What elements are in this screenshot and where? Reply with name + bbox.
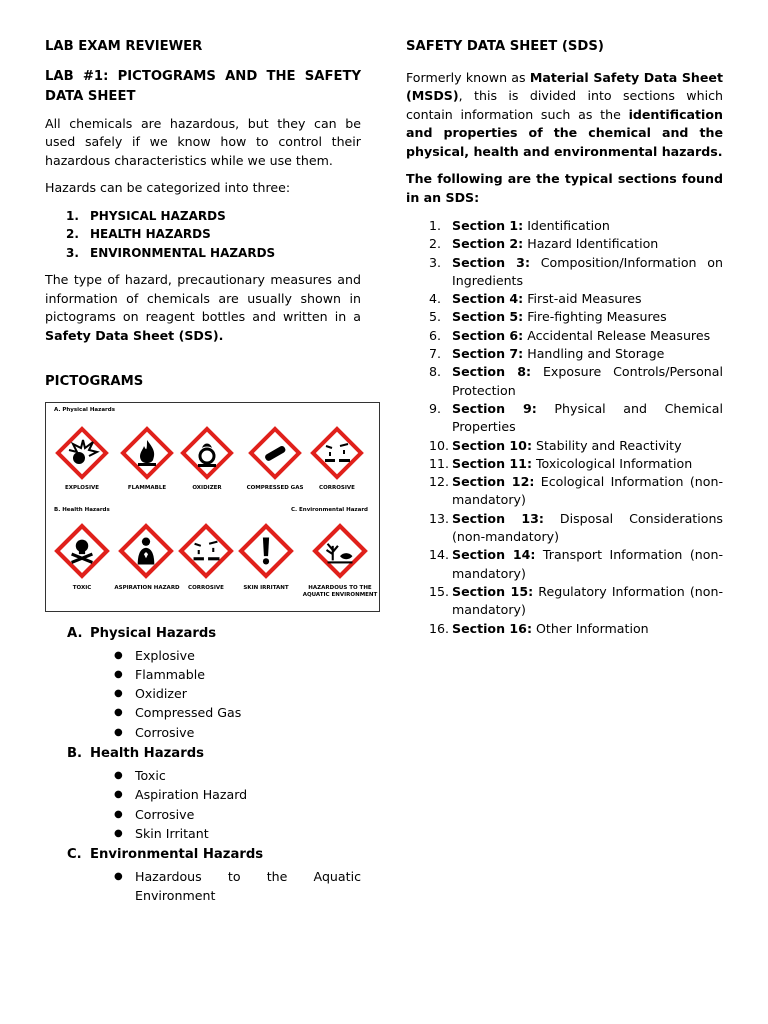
explosive-icon — [55, 426, 109, 480]
bullet-icon: ● — [114, 827, 123, 839]
environment-icon — [312, 523, 368, 579]
pictogram-label: HAZARDOUS TO THE AQUATIC ENVIRONMENT — [302, 584, 378, 598]
list-item: 2. HEALTH HAZARDS — [66, 227, 211, 241]
pictograms-heading: PICTOGRAMS — [45, 374, 144, 389]
sds-section-item: 4. Section 4: First-aid Measures — [429, 291, 642, 307]
list-item: ● Oxidizer — [114, 684, 361, 703]
pictogram-label: CORROSIVE — [319, 484, 355, 491]
intro-paragraph: All chemicals are hazardous, but they can be used safely if we know how to control their hazardous characteristics while we use them. — [45, 115, 361, 168]
pictogram-label: OXIDIZER — [192, 484, 222, 491]
category-heading: A. Physical Hazards — [67, 625, 217, 641]
list-item: ● Compressed Gas — [114, 703, 361, 722]
sds-section-item: 2. Section 2: Hazard Identification — [429, 236, 659, 252]
bullet-icon: ● — [114, 707, 123, 719]
sds-section-item: 16. Section 16: Other Information — [429, 620, 649, 636]
sds-section-item: 14. Section 14: Transport Information (non-mandatory) — [429, 547, 723, 581]
sds-section-item: 7. Section 7: Handling and Storage — [429, 346, 665, 362]
compressed-gas-icon — [248, 426, 302, 480]
pictogram-label: COMPRESSED GAS — [246, 484, 304, 491]
flame-icon — [120, 426, 174, 480]
bullet-icon: ● — [114, 726, 123, 738]
sds-section-item: 5. Section 5: Fire-fighting Measures — [429, 309, 667, 325]
pictogram-label: CORROSIVE — [188, 584, 224, 591]
skull-icon — [54, 523, 110, 579]
list-item: ● Corrosive — [114, 723, 361, 742]
bullet-icon: ● — [114, 789, 123, 801]
pictogram-label: TOXIC — [72, 584, 92, 591]
list-item: 3. ENVIRONMENTAL HAZARDS — [66, 245, 276, 260]
pictogram-label: SKIN IRRITANT — [243, 584, 289, 591]
pictogram-figure — [45, 402, 380, 612]
sds-heading: SAFETY DATA SHEET (SDS) — [406, 39, 604, 54]
sds-section-item: 9. Section 9: Physical and Chemical Properties — [429, 400, 723, 435]
category-heading: B. Health Hazards — [67, 745, 204, 761]
list-item: ● Toxic — [114, 766, 361, 785]
list-item: ● Explosive — [114, 646, 361, 665]
sds-sections-intro: The following are the typical sections found in an SDS: — [406, 171, 723, 205]
sds-section-item: 12. Section 12: Ecological Information (non-mandatory) — [429, 474, 723, 508]
sds-section-item: 6. Section 6: Accidental Release Measures — [429, 327, 711, 343]
physical-hazards-list — [45, 646, 361, 742]
bullet-icon: ● — [114, 808, 123, 820]
sds-section-item: 15. Section 15: Regulatory Information (non-mandatory) — [429, 583, 723, 618]
environmental-hazards-list — [45, 867, 361, 906]
right-column — [406, 38, 723, 638]
health-hazard-icon — [118, 523, 174, 579]
bullet-icon: ● — [114, 688, 123, 700]
page-heading: LAB EXAM REVIEWER — [45, 39, 203, 54]
sds-section-item: 11. Section 11: Toxicological Information — [429, 455, 693, 471]
corrosive-icon — [178, 523, 234, 579]
sds-section-item: 1. Section 1: Identification — [429, 218, 610, 233]
sds-section-item: 10. Section 10: Stability and Reactivity — [429, 437, 682, 453]
list-item: ● Flammable — [114, 665, 361, 684]
left-column — [45, 38, 378, 908]
bullet-icon: ● — [114, 769, 123, 781]
hazard-type-list — [45, 207, 361, 263]
bullet-icon: ● — [114, 871, 123, 883]
sds-intro-paragraph: Formerly known as Material Safety Data Sheet (MSDS), this is divided into sections which contain information such as the identification and properties of the chemical and the physical, health and environmental hazards. — [406, 69, 723, 159]
exclamation-icon — [238, 523, 294, 579]
sds-section-list — [406, 217, 723, 638]
sds-section-item: 3. Section 3: Composition/Information on Ingredients — [429, 254, 723, 288]
health-hazards-list — [45, 766, 361, 843]
pictogram-label: FLAMMABLE — [127, 484, 167, 491]
list-item: ● Hazardous to the Aquatic Environment — [114, 867, 361, 906]
oxidizer-icon — [180, 426, 234, 480]
health-hazards-caption: B. Health Hazards — [54, 506, 110, 513]
categorized-paragraph: Hazards can be categorized into three: — [45, 180, 291, 195]
bullet-icon: ● — [114, 649, 123, 661]
environmental-hazard-caption: C. Environmental Hazard — [291, 506, 368, 513]
hazard-type-paragraph: The type of hazard, precautionary measures and information of chemicals are usually shown in pictograms on reagent bottles and written in a Safety Data Sheet (SDS). — [45, 272, 361, 343]
sds-section-item: 8. Section 8: Exposure Controls/Personal Protection — [429, 364, 724, 398]
sds-section-item: 13. Section 13: Disposal Considerations (non-mandatory) — [429, 510, 723, 545]
bullet-icon: ● — [114, 668, 123, 680]
corrosive-icon — [310, 426, 364, 480]
pictogram-label: ASPIRATION HAZARD — [114, 584, 180, 591]
list-item: ● Corrosive — [114, 805, 361, 824]
list-item: ● Skin Irritant — [114, 824, 361, 843]
physical-hazards-caption: A. Physical Hazards — [54, 406, 115, 413]
lab-title: LAB #1: PICTOGRAMS AND THE SAFETY DATA SHEET — [45, 68, 361, 104]
list-item: 1. PHYSICAL HAZARDS — [66, 208, 226, 223]
pictogram-label: EXPLOSIVE — [64, 484, 100, 491]
list-item: ● Aspiration Hazard — [114, 785, 361, 804]
category-heading: C. Environmental Hazards — [67, 847, 264, 863]
